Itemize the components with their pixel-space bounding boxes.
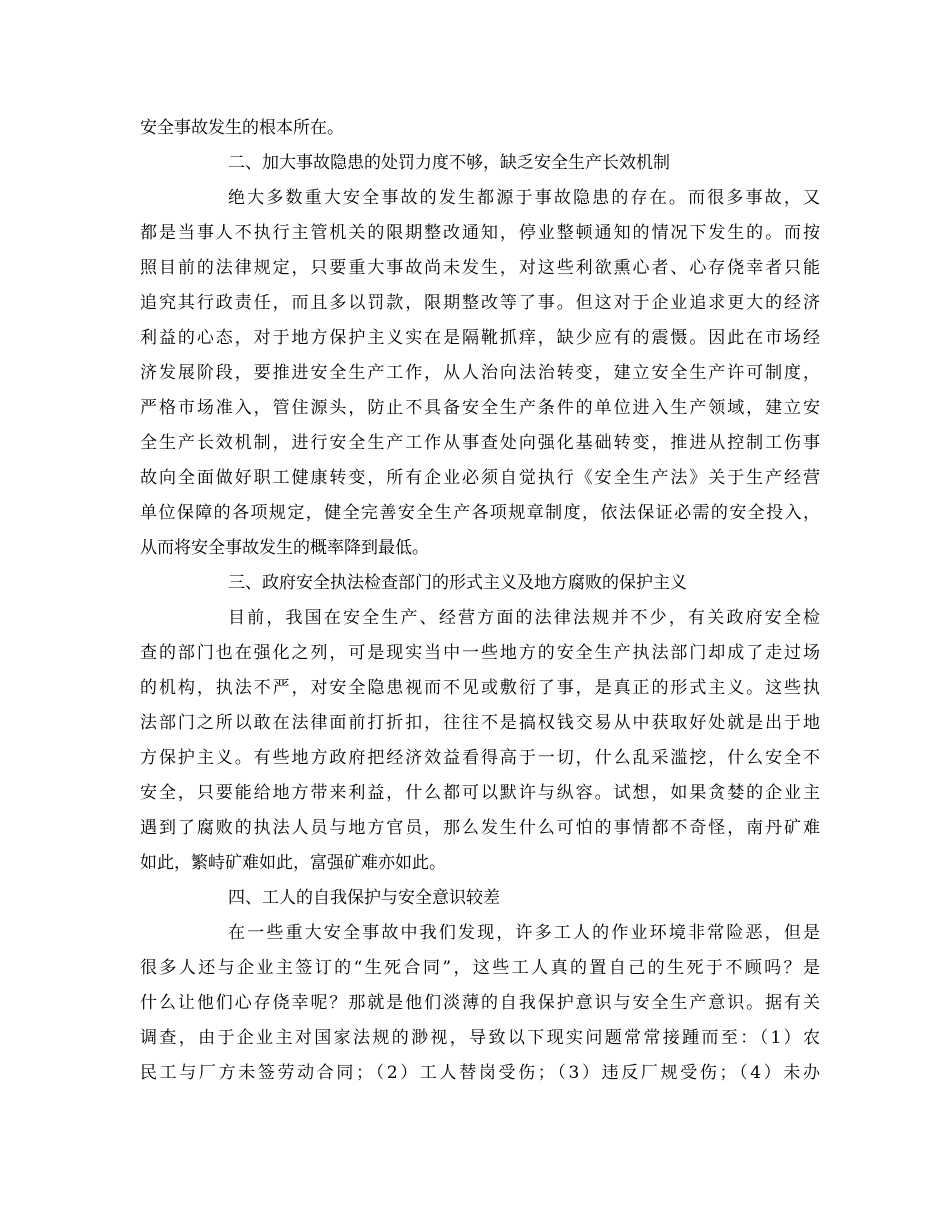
paragraph-line: 法部门之所以敢在法律面前打折扣，往往不是搞权钱交易从中获取好处就是出于地 xyxy=(140,713,820,733)
paragraph-line: 民工与厂方未签劳动合同；（2）工人替岗受伤；（3）违反厂规受伤；（4）未办 xyxy=(140,1063,820,1083)
paragraph-line: 济发展阶段，要推进安全生产工作，从人治向法治转变，建立安全生产许可制度， xyxy=(140,363,820,383)
paragraph-line: 绝大多数重大安全事故的发生都源于事故隐患的存在。而很多事故，又 xyxy=(228,188,820,208)
paragraph-line: 查的部门也在强化之列，可是现实当中一些地方的安全生产执法部门却成了走过场 xyxy=(140,643,820,663)
paragraph-line: 追究其行政责任，而且多以罚款，限期整改等了事。但这对于企业追求更大的经济 xyxy=(140,293,820,313)
paragraph-line: 照目前的法律规定，只要重大事故尚未发生，对这些利欲熏心者、心存侥幸者只能 xyxy=(140,258,820,278)
section-heading-2: 二、加大事故隐患的处罚力度不够，缺乏安全生产长效机制 xyxy=(228,153,670,173)
paragraph-line: 全生产长效机制，进行安全生产工作从事查处向强化基础转变，推进从控制工伤事 xyxy=(140,433,820,453)
paragraph-line: 方保护主义。有些地方政府把经济效益看得高于一切，什么乱采滥挖，什么安全不 xyxy=(140,748,820,768)
paragraph-end-line: 从而将安全事故发生的概率降到最低。 xyxy=(140,538,429,558)
paragraph-line: 故向全面做好职工健康转变，所有企业必须自觉执行《安全生产法》关于生产经营 xyxy=(140,468,820,488)
paragraph-line: 的机构，执法不严，对安全隐患视而不见或敷衍了事，是真正的形式主义。这些执 xyxy=(140,678,820,698)
paragraph-line: 什么让他们心存侥幸呢？那就是他们淡薄的自我保护意识与安全生产意识。据有关 xyxy=(140,993,820,1013)
paragraph-line: 目前，我国在安全生产、经营方面的法律法规并不少，有关政府安全检 xyxy=(228,608,820,628)
paragraph-line: 遇到了腐败的执法人员与地方官员，那么发生什么可怕的事情都不奇怪，南丹矿难 xyxy=(140,818,820,838)
paragraph-line: 严格市场准入，管住源头，防止不具备安全生产条件的单位进入生产领域，建立安 xyxy=(140,398,820,418)
paragraph-end-line: 安全事故发生的根本所在。 xyxy=(140,118,344,138)
paragraph-line: 单位保障的各项规定，健全完善安全生产各项规章制度，依法保证必需的安全投入， xyxy=(140,503,820,523)
paragraph-line: 都是当事人不执行主管机关的限期整改通知，停业整顿通知的情况下发生的。而按 xyxy=(140,223,820,243)
document-body xyxy=(140,111,820,1091)
paragraph-line: 利益的心态，对于地方保护主义实在是隔靴抓痒，缺少应有的震慑。因此在市场经 xyxy=(140,328,820,348)
paragraph-line: 调查，由于企业主对国家法规的渺视，导致以下现实问题常常接踵而至：（1）农 xyxy=(140,1028,820,1048)
section-heading-4: 四、工人的自我保护与安全意识较差 xyxy=(228,888,500,908)
paragraph-line: 安全，只要能给地方带来利益，什么都可以默许与纵容。试想，如果贪婪的企业主 xyxy=(140,783,820,803)
paragraph-line: 很多人还与企业主签订的“生死合同”，这些工人真的置自己的生死于不顾吗？是 xyxy=(140,958,820,978)
paragraph-line: 在一些重大安全事故中我们发现，许多工人的作业环境非常险恶，但是 xyxy=(228,923,820,943)
paragraph-end-line: 如此，繁峙矿难如此，富强矿难亦如此。 xyxy=(140,853,446,873)
section-heading-3: 三、政府安全执法检查部门的形式主义及地方腐败的保护主义 xyxy=(228,573,687,593)
